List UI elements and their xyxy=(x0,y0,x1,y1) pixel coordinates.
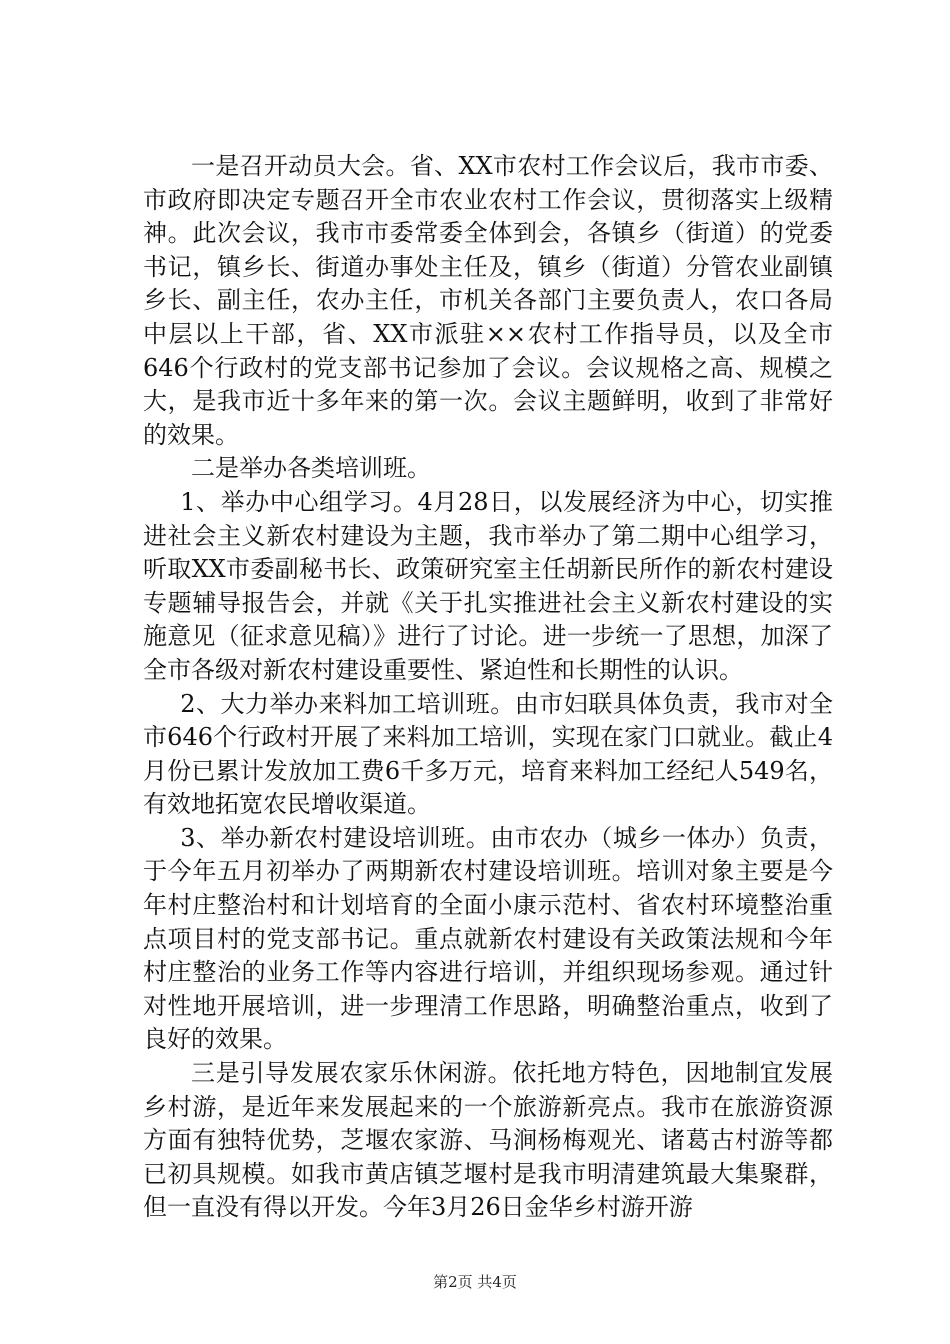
page-number-footer: 第2页 共4页 xyxy=(433,1273,517,1291)
paragraph-processing-training: 2、大力举办来料加工培训班。由市妇联具体负责，我市对全市646个行政村开展了来料加工培训，实现在家门口就业。截止4月份已累计发放加工费6千多万元，培育来料加工经纪人549名，有效地拓宽农民增收渠道。 xyxy=(143,689,833,819)
paragraph-mobilization-meeting: 一是召开动员大会。省、XX市农村工作会议后，我市市委、市政府即决定专题召开全市农业农村工作会议，贯彻落实上级精神。此次会议，我市市委常委全体到会，各镇乡（街道）的党委书记，镇乡长、街道办事处主任及，镇乡（街道）分管农业副镇乡长、副主任，农办主任，市机关各部门主要负责人，农口各局中层以上干部，省、XX市派驻××农村工作指导员，以及全市646个行政村的党支部书记参加了会议。会议规格之高、规模之大，是我市近十多年来的第一次。会议主题鲜明，收到了非常好的效果。 xyxy=(143,152,833,449)
paragraph-central-group-study: 1、举办中心组学习。4月28日，以发展经济为中心，切实推进社会主义新农村建设为主题，我市举办了第二期中心组学习，听取XX市委副秘书长、政策研究室主任胡新民所作的新农村建设专题辅导报告会，并就《关于扎实推进社会主义新农村建设的实施意见（征求意见稿）》进行了讨论。进一步统一了思想，加深了全市各级对新农村建设重要性、紧迫性和长期性的认识。 xyxy=(143,487,833,684)
paragraph-rural-tourism: 三是引导发展农家乐休闲游。依托地方特色，因地制宜发展乡村游，是近年来发展起来的一个旅游新亮点。我市在旅游资源方面有独特优势，芝堰农家游、马涧杨梅观光、诸葛古村游等都已初具规模。如我市黄店镇芝堰村是我市明清建筑最大集聚群，但一直没有得以开发。今年3月26日金华乡村游开游 xyxy=(143,1059,833,1222)
document-body xyxy=(143,150,833,1225)
paragraph-new-countryside-training: 3、举办新农村建设培训班。由市农办（城乡一体办）负责，于今年五月初举办了两期新农村建设培训班。培训对象主要是今年村庄整治村和计划培育的全面小康示范村、省农村环境整治重点项目村的党支部书记。重点就新农村建设有关政策法规和今年村庄整治的业务工作等内容进行培训，并组织现场参观。通过针对性地开展培训，进一步理清工作思路，明确整治重点，收到了良好的效果。 xyxy=(143,823,833,1054)
paragraph-training-heading: 二是举办各类培训班。 xyxy=(191,454,431,483)
